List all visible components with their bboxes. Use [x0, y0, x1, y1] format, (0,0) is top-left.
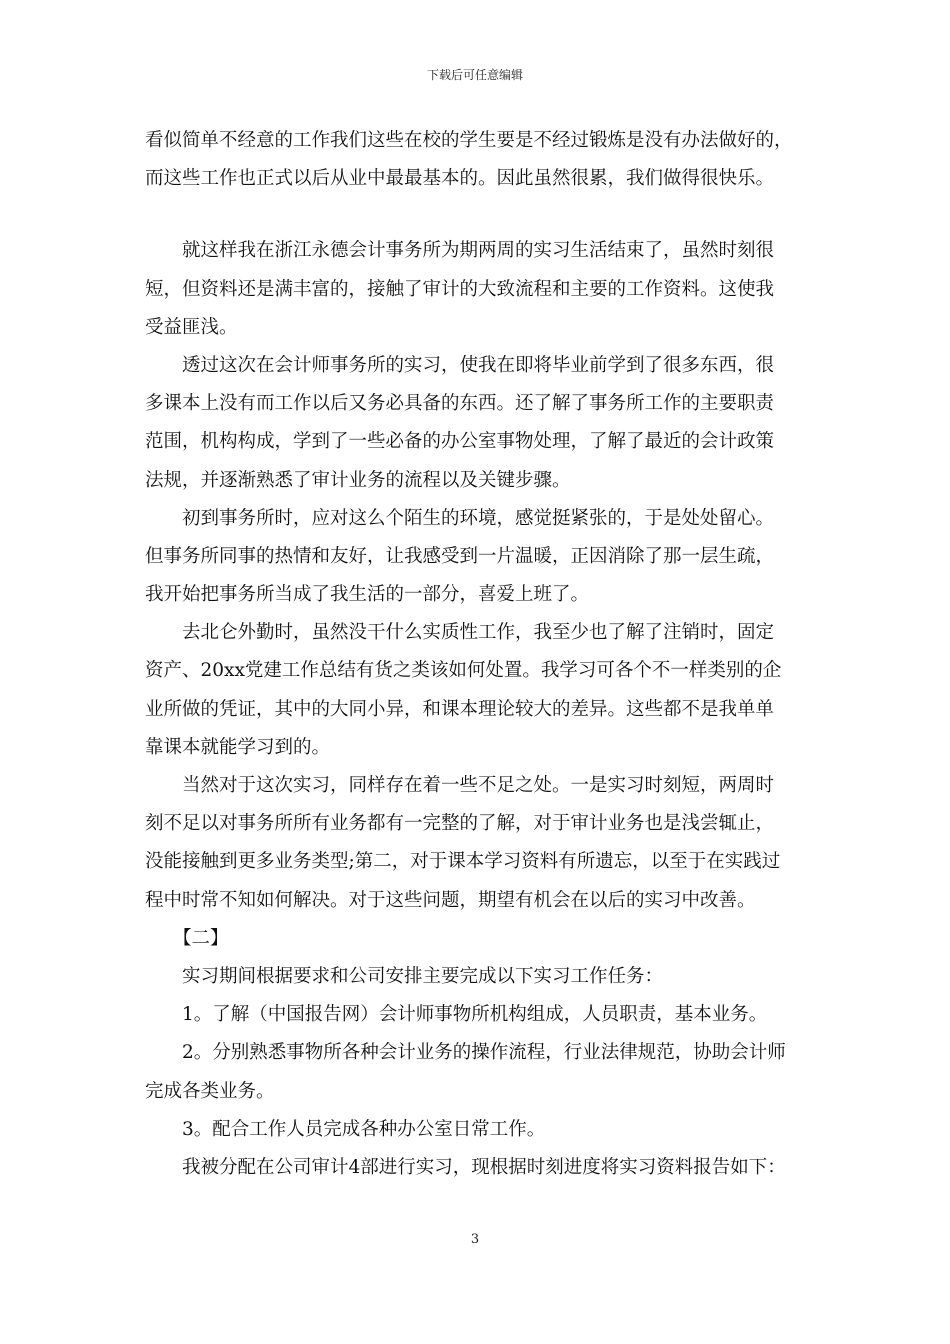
- page-number: 3: [470, 1232, 480, 1247]
- text-line: 我开始把事务所当成了我生活的一部分，喜爱上班了。: [145, 584, 590, 606]
- task-item-2-continued: 完成各类业务。: [145, 1080, 275, 1102]
- task-list: [145, 958, 825, 1187]
- text-line: 当然对于这次实习，同样存在着一些不足之处。一是实习时刻短，两周时: [182, 775, 775, 796]
- text-line: 就这样我在浙江永德会计事务所为期两周的实习生活结束了，虽然时刻很: [182, 240, 775, 262]
- task-item-2: 2。分别熟悉事物所各种会计业务的操作流程，行业法律规范，协助会计师: [182, 1042, 786, 1064]
- text-line: 短，但资料还是满丰富的，接触了审计的大致流程和主要的工作资料。这使我: [145, 278, 775, 300]
- paragraph-4: [145, 500, 825, 615]
- task-closing: 我被分配在公司审计4部进行实习，现根据时刻进度将实习资料报告如下：: [182, 1156, 786, 1178]
- text-line: 受益匪浅。: [145, 316, 238, 338]
- text-line: 法规，并逐渐熟悉了审计业务的流程以及关键步骤。: [145, 469, 571, 491]
- paragraph-5: [145, 614, 825, 767]
- paragraph-3: [145, 347, 825, 500]
- paragraph-6: [145, 767, 825, 920]
- text-line: 而这些工作也正式以后从业中最最基本的。因此虽然很累，我们做得很快乐。: [145, 168, 775, 190]
- text-line: 业所做的凭证，其中的大同小异，和课本理论较大的差异。这些都不是我单单: [145, 698, 775, 720]
- text-line: 刻不足以对事务所所有业务都有一完整的了解，对于审计业务也是浅尝辄止，: [145, 813, 775, 835]
- document-body: [145, 122, 825, 1187]
- section-heading: 【二】: [173, 927, 229, 949]
- text-line: 资产、20xx党建工作总结有货之类该如何处置。我学习可各个不一样类别的企: [145, 660, 782, 682]
- text-line: 靠课本就能学习到的。: [145, 736, 331, 758]
- text-line: 程中时常不知如何解决。对于这些问题，期望有机会在以后的实习中改善。: [145, 889, 756, 911]
- text-line: 初到事务所时，应对这么个陌生的环境，感觉挺紧张的，于是处处留心。: [182, 507, 775, 529]
- paragraph-1: [145, 122, 825, 198]
- text-line: 去北仑外勤时，虽然没干什么实质性工作，我至少也了解了注销时，固定: [182, 622, 775, 644]
- header-note: 下载后可任意编辑: [426, 68, 523, 82]
- text-line: 多课本上没有而工作以后又务必具备的东西。还了解了事务所工作的主要职责: [145, 393, 775, 415]
- text-line: 透过这次在会计师事务所的实习，使我在即将毕业前学到了很多东西，很: [182, 354, 775, 376]
- text-line: 范围，机构构成，学到了一些必备的办公室事物处理，了解了最近的会计政策: [145, 431, 775, 453]
- task-intro: 实习期间根据要求和公司安排主要完成以下实习工作任务：: [182, 965, 664, 987]
- text-line: 没能接触到更多业务类型;第二，对于课本学习资料有所遗忘，以至于在实践过: [145, 851, 781, 873]
- text-line: 看似简单不经意的工作我们这些在校的学生要是不经过锻炼是没有办法做好的，: [145, 130, 793, 151]
- paragraph-2: [145, 232, 825, 347]
- task-item-3: 3。配合工作人员完成各种办公室日常工作。: [182, 1118, 546, 1140]
- task-item-1: 1。了解（中国报告网）会计师事物所机构组成，人员职责，基本业务。: [182, 1004, 768, 1026]
- text-line: 但事务所同事的热情和友好，让我感受到一片温暖，正因消除了那一层生疏，: [145, 545, 775, 567]
